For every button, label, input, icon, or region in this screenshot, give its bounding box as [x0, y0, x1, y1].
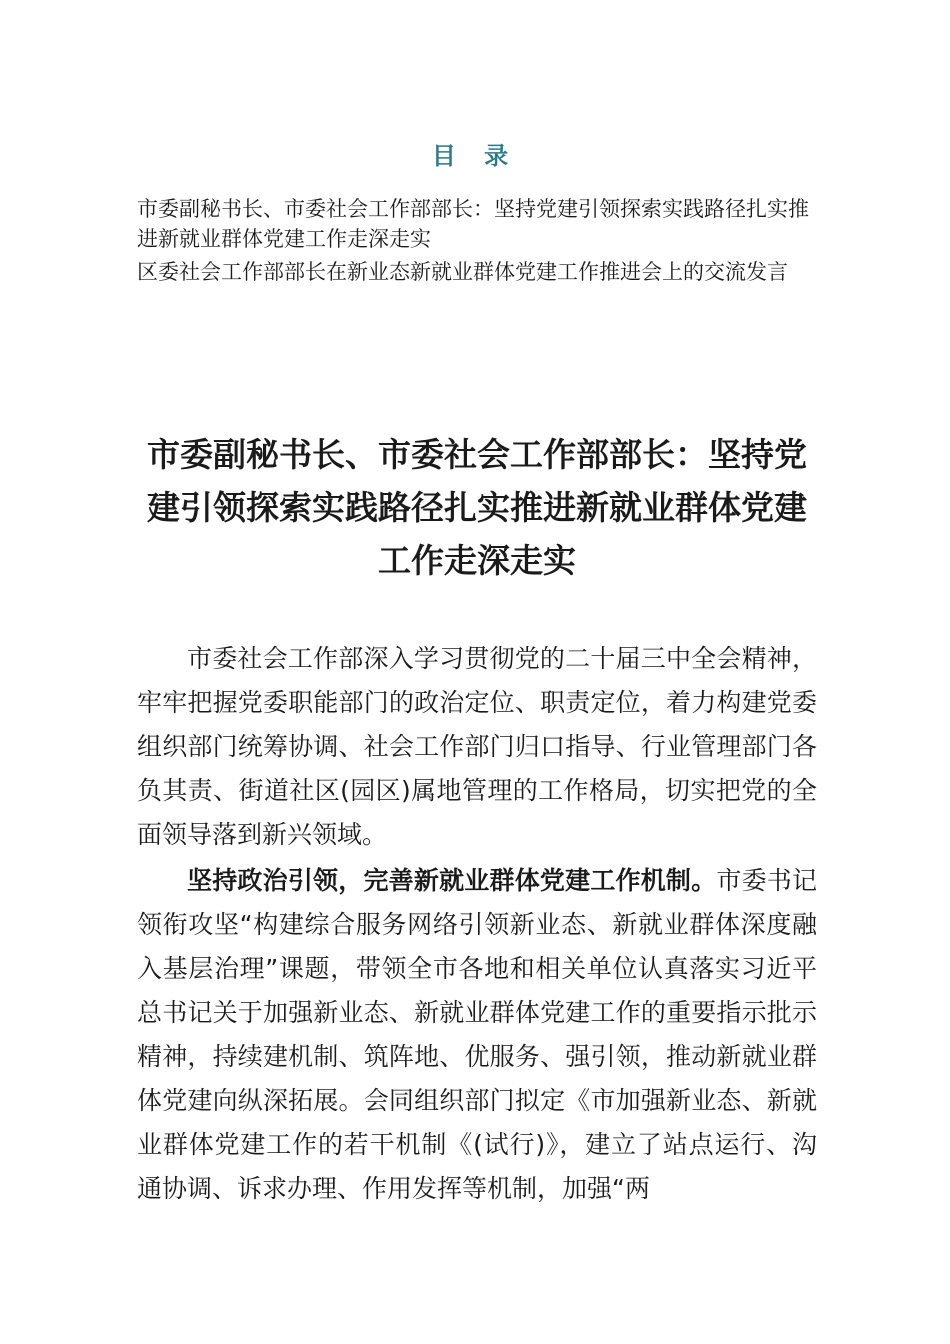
- paragraph-text: 市委社会工作部深入学习贯彻党的二十届三中全会精神，牢牢把握党委职能部门的政治定位、职责定位，着力构建党委组织部门统筹协调、社会工作部门归口指导、行业管理部门各负其责、街道社区(园区)属地管理的工作格局，切实把党的全面领导落到新兴领域。: [137, 644, 817, 849]
- body-paragraph: [137, 859, 817, 1211]
- toc-title: 目 录: [431, 142, 519, 170]
- toc-item[interactable]: 市委副秘书长、市委社会工作部部长：坚持党建引领探索实践路径扎实推进新就业群体党建工作走深走实: [137, 197, 809, 251]
- body-paragraph: [137, 637, 817, 857]
- article-body: [137, 637, 817, 1213]
- article-title: 市委副秘书长、市委社会工作部部长：坚持党建引领探索实践路径扎实推进新就业群体党建工作走深走实: [147, 435, 807, 580]
- paragraph-text: 市委书记领衔攻坚“构建综合服务网络引领新业态、新就业群体深度融入基层治理”课题，带领全市各地和相关单位认真落实习近平总书记关于加强新业态、新就业群体党建工作的重要指示批示精神，持续建机制、筑阵地、优服务、强引领，推动新就业群体党建向纵深拓展。会同组织部门拟定《市加强新业态、新就业群体党建工作的若干机制《(试行)》，建立了站点运行、沟通协调、诉求办理、作用发挥等机制，加强“两: [137, 866, 817, 1203]
- toc-list: [137, 194, 817, 290]
- toc-item[interactable]: 区委社会工作部部长在新业态新就业群体党建工作推进会上的交流发言: [137, 260, 788, 284]
- paragraph-lead: 坚持政治引领，完善新就业群体党建工作机制。: [187, 866, 717, 895]
